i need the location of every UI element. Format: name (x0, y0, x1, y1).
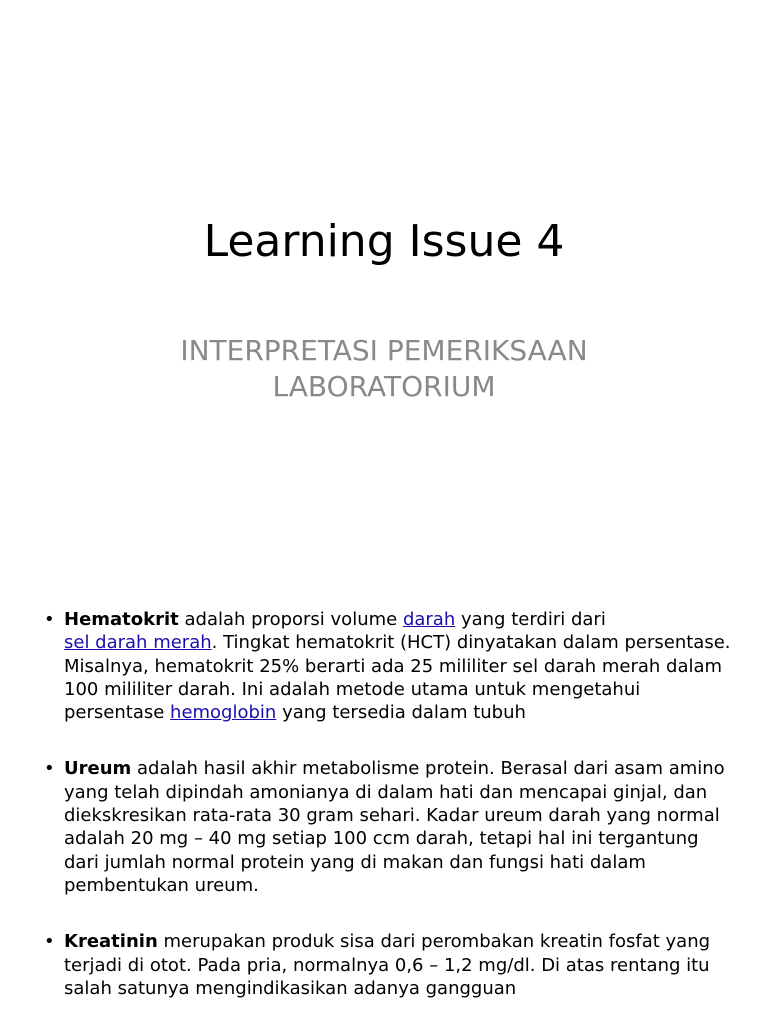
bullet-list (44, 608, 734, 1033)
slide-subtitle: INTERPRETASI PEMERIKSAAN LABORATORIUM (180, 334, 588, 403)
bullet-text: adalah hasil akhir metabolisme protein. Berasal dari asam amino yang telah dipindah amonianya di dalam hati dan mencapai ginjal, dan diekskresikan rata-rata 30 gram sehari. Kadar ureum darah yang normal adalah 20 mg – 40 mg setiap 100 ccm darah, tetapi hal ini tergantung dari jumlah normal protein yang di makan dan fungsi hati dalam pembentukan ureum. (64, 758, 725, 896)
link-hemoglobin[interactable]: hemoglobin (170, 702, 277, 724)
bullet-marker: • (44, 609, 55, 630)
term-hematokrit: Hematokrit (64, 609, 179, 630)
bullet-ureum (44, 757, 734, 897)
term-ureum: Ureum (64, 758, 132, 780)
link-darah[interactable]: darah (402, 609, 456, 630)
bullet-hematokrit (44, 608, 734, 724)
bullet-text: yang tersedia dalam tubuh (276, 702, 526, 724)
slide-title: Learning Issue 4 (203, 216, 565, 267)
bullet-marker: • (44, 931, 55, 953)
bullet-kreatinin (44, 930, 734, 1000)
bullet-text: yang terdiri dari (455, 609, 606, 630)
bullet-text: adalah proporsi volume (178, 609, 403, 630)
term-kreatinin: Kreatinin (64, 931, 158, 953)
link-sel-darah-merah[interactable]: sel darah merah (64, 632, 212, 654)
bullet-marker: • (44, 758, 55, 780)
bullet-text: . Tingkat hematokrit (HCT) dinyatakan dalam persentase. Misalnya, hematokrit 25% berarti ada 25 mililiter sel darah merah dalam 100 mililiter darah. Ini adalah metode utama untuk mengetahui persentase (64, 632, 731, 724)
bullet-text: merupakan produk sisa dari perombakan kreatin fosfat yang terjadi di otot. Pada pria, normalnya 0,6 – 1,2 mg/dl. Di atas rentang itu salah satunya mengindikasikan adanya gangguan (64, 931, 711, 999)
